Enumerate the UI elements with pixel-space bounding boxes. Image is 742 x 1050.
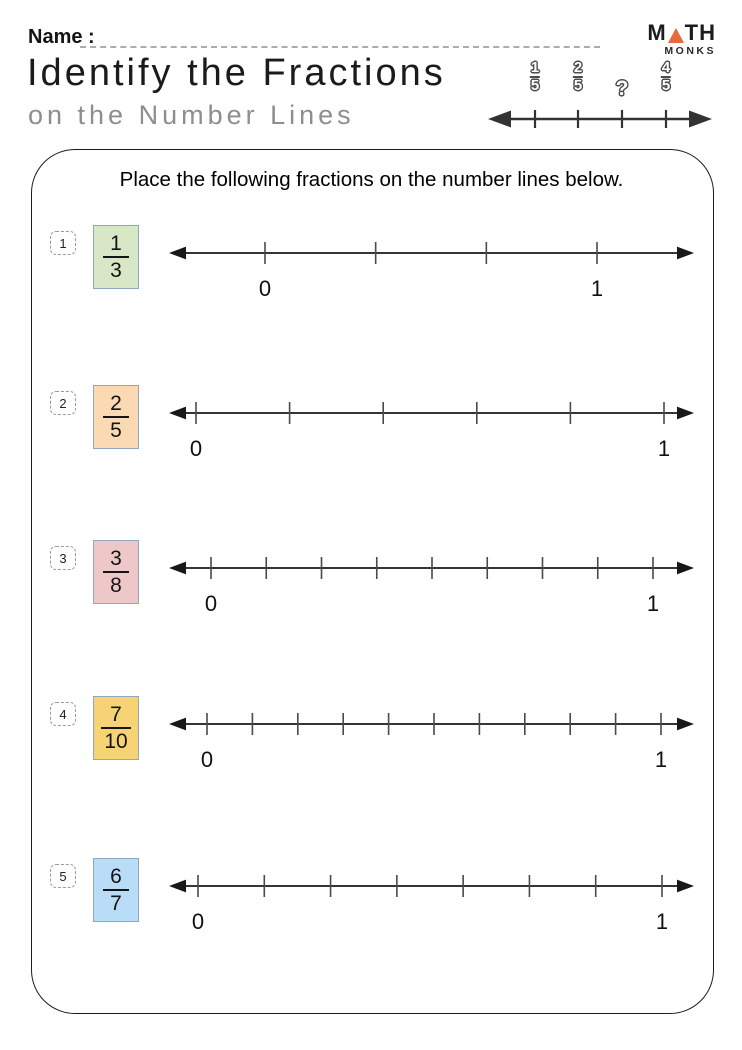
fraction-card [93,858,139,922]
fraction-denominator: 5 [110,419,122,442]
demo-question-mark: ? [615,77,629,100]
logo-triangle-icon [668,28,684,43]
fraction-card [93,225,139,289]
problem-row [0,233,742,323]
logo-wordmark [647,22,716,44]
logo-text-monks: MONKS [664,45,716,57]
fraction-bar [101,727,131,729]
number-line [156,548,706,588]
demo-number-line [486,103,714,133]
problem-row [0,704,742,794]
number-line-zero-label: 0 [200,747,214,772]
number-line-one-label: 1 [590,276,604,301]
number-line-one-label: 1 [655,909,669,934]
logo-text-th: TH [684,20,716,45]
fraction-numerator: 2 [110,392,122,415]
number-line [156,866,706,906]
number-line [156,393,706,433]
fraction-denominator: 10 [104,730,128,753]
number-line-one-label: 1 [654,747,668,772]
problem-number-badge: 2 [50,391,76,415]
fraction-bar [103,256,129,258]
page-title: Identify the Fractions [27,52,446,94]
fraction-numerator: 1 [110,232,122,255]
problem-number-badge: 4 [50,702,76,726]
problem-row [0,866,742,956]
problem-row [0,548,742,638]
fraction-bar [103,571,129,573]
instruction-text: Place the following fractions on the number lines below. [119,168,624,191]
fraction-numerator: 7 [110,703,122,726]
fraction-bar [103,889,129,891]
problem-row [0,393,742,483]
demo-fraction-one-fifth: $\frac{1}{5}$ [530,59,540,94]
fraction-numerator: 6 [110,865,122,888]
fraction-card [93,696,139,760]
math-monks-logo [647,22,716,57]
number-line-zero-label: 0 [189,436,203,461]
name-blank-line [80,24,600,48]
fraction-denominator: 3 [110,259,122,282]
demo-fraction-two-fifths: $\frac{2}{5}$ [573,59,583,94]
number-line-zero-label: 0 [258,276,272,301]
demo-fraction-four-fifths: $\frac{4}{5}$ [661,59,671,94]
fraction-denominator: 8 [110,574,122,597]
fraction-card [93,540,139,604]
fraction-denominator: 7 [110,892,122,915]
logo-text-m: M [647,20,667,45]
number-line-zero-label: 0 [204,591,218,616]
fraction-bar [103,416,129,418]
number-line [156,704,706,744]
number-line-one-label: 1 [646,591,660,616]
problem-number-badge: 3 [50,546,76,570]
problem-number-badge: 1 [50,231,76,255]
number-line-one-label: 1 [657,436,671,461]
page-subtitle: on the Number Lines [28,100,355,130]
problem-number-badge: 5 [50,864,76,888]
fraction-card [93,385,139,449]
name-label: Name : [28,26,95,48]
fraction-numerator: 3 [110,547,122,570]
number-line [156,233,706,273]
number-line-zero-label: 0 [191,909,205,934]
